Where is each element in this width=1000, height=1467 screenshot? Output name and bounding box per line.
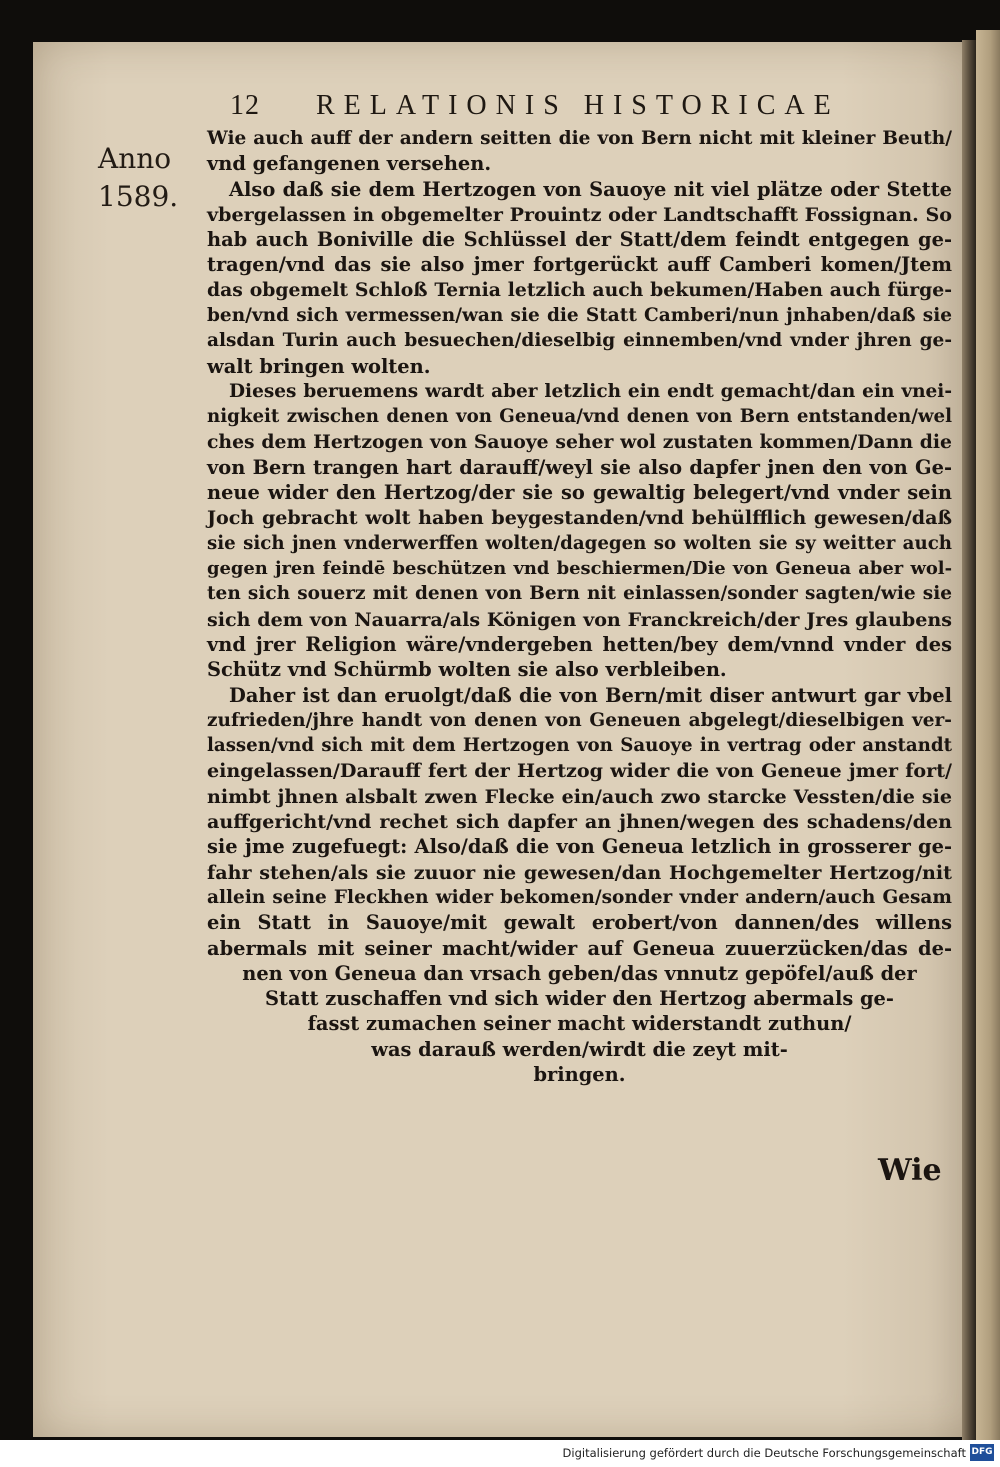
- dfg-logo-icon: DFG: [970, 1444, 994, 1461]
- catchword: Wie: [878, 1153, 942, 1188]
- text-line: ben/vnd sich vermessen/wan sie die Statt Camberi/nun jnhaben/daß sie: [207, 305, 952, 327]
- text-line: ches dem Hertzogen von Sauoye seher wol zustaten kommen/Dann die: [207, 430, 952, 453]
- text-line: sie jme zugefuegt: Also/daß die von Geneua letzlich in grosserer ge-: [207, 835, 952, 859]
- running-header: [230, 90, 960, 120]
- margin-anno: Anno: [98, 142, 172, 175]
- text-line: nimbt jhnen alsbalt zwen Flecke ein/auch zwo starcke Vessten/die sie: [207, 784, 952, 808]
- text-line: vnd gefangenen versehen.: [207, 152, 492, 176]
- text-line: das obgemelt Schloß Ternia letzlich auch bekumen/Haben auch fürge-: [207, 278, 952, 301]
- text-line: eingelassen/Darauff fert der Hertzog wider die von Geneue jmer fort/: [207, 759, 952, 783]
- text-line: vnd jrer Religion wäre/vndergeben hetten/bey dem/vnnd vnder des: [207, 632, 952, 656]
- text-line: Daher ist dan eruolgt/daß die von Bern/mit diser antwurt gar vbel: [229, 683, 952, 707]
- text-line: Also daß sie dem Hertzogen von Sauoye nit viel plätze oder Stette: [229, 177, 952, 201]
- text-line: auffgericht/vnd rechet sich dapfer an jhnen/wegen des schadens/den: [207, 810, 952, 834]
- running-title: RELATIONIS HISTORICAE: [316, 90, 840, 121]
- text-line: lassen/vnd sich mit dem Hertzogen von Sauoye in vertrag oder anstandt: [207, 735, 952, 757]
- text-line: sich dem von Nauarra/als Königen von Franckreich/der Jres glaubens: [207, 607, 952, 631]
- text-line: Dieses beruemens wardt aber letzlich ein endt gemacht/dan ein vnei-: [229, 380, 952, 402]
- text-line: abermals mit seiner macht/wider auf Geneua zuuerzücken/das de-: [207, 936, 952, 960]
- page-gutter: [962, 40, 976, 1440]
- text-line: sie sich jnen vnderwerffen wolten/dagegen so wolten sie sy weitter auch: [207, 532, 952, 554]
- text-line: Schütz vnd Schürmb wolten sie also verbleiben.: [207, 658, 727, 682]
- text-line: alsdan Turin auch besuechen/dieselbig einnemben/vnd vnder jhren ge-: [207, 330, 952, 352]
- text-line: gegen jren feindē beschützen vnd beschiermen/Die von Geneua aber wol-: [207, 558, 952, 580]
- text-line: von Bern trangen hart darauff/weyl sie also dapfer jnen den von Ge-: [207, 455, 952, 479]
- footer-credit: Digitalisierung gefördert durch die Deutsche Forschungsgemeinschaft: [562, 1446, 966, 1460]
- text-line: Wie auch auff der andern seitten die von Bern nicht mit kleiner Beuth/: [207, 128, 952, 149]
- text-line: ten sich souerz mit denen von Bern nit einlassen/sonder sagten/wie sie: [207, 583, 952, 605]
- page-edge: [976, 30, 1000, 1440]
- text-line: Joch gebracht wolt haben beygestanden/vnd behülfflich gewesen/daß: [207, 506, 952, 530]
- text-line: was darauß werden/wirdt die zeyt mit-: [371, 1037, 788, 1061]
- text-line: neue wider den Hertzog/der sie so gewaltig belegert/vnd vnder sein: [207, 481, 952, 505]
- margin-year: 1589.: [98, 180, 179, 213]
- body-text: [207, 126, 952, 1087]
- footer-bar: [0, 1440, 1000, 1467]
- text-line: tragen/vnd das sie also jmer fortgerückt auff Camberi komen/Jtem: [207, 253, 952, 277]
- text-line: allein seine Fleckhen wider bekomen/sonder vnder andern/auch Gesam: [207, 886, 952, 908]
- text-line: bringen.: [533, 1062, 626, 1086]
- text-line: fahr stehen/als sie zuuor nie gewesen/dan Hochgemelter Hertzog/nit: [207, 860, 952, 884]
- text-line: Statt zuschaffen vnd sich wider den Hertzog abermals ge-: [265, 987, 894, 1011]
- margin-note: [98, 140, 198, 216]
- page-number: 12: [230, 90, 260, 121]
- text-line: vbergelassen in obgemelter Prouintz oder Landtschafft Fossignan. So: [207, 202, 952, 226]
- text-line: hab auch Boniville die Schlüssel der Statt/dem feindt entgegen ge-: [207, 228, 952, 252]
- text-line: zufrieden/jhre handt von denen von Geneuen abgelegt/dieselbigen ver-: [207, 709, 952, 731]
- text-line: ein Statt in Sauoye/mit gewalt erobert/von dannen/des willens: [207, 911, 952, 935]
- text-line: walt bringen wolten.: [207, 354, 431, 378]
- text-line: nen von Geneua dan vrsach geben/das vnnutz gepöfel/auß der: [242, 961, 917, 985]
- text-line: fasst zumachen seiner macht widerstandt zuthun/: [307, 1012, 852, 1036]
- text-line: nigkeit zwischen denen von Geneua/vnd denen von Bern entstanden/wel: [207, 406, 952, 428]
